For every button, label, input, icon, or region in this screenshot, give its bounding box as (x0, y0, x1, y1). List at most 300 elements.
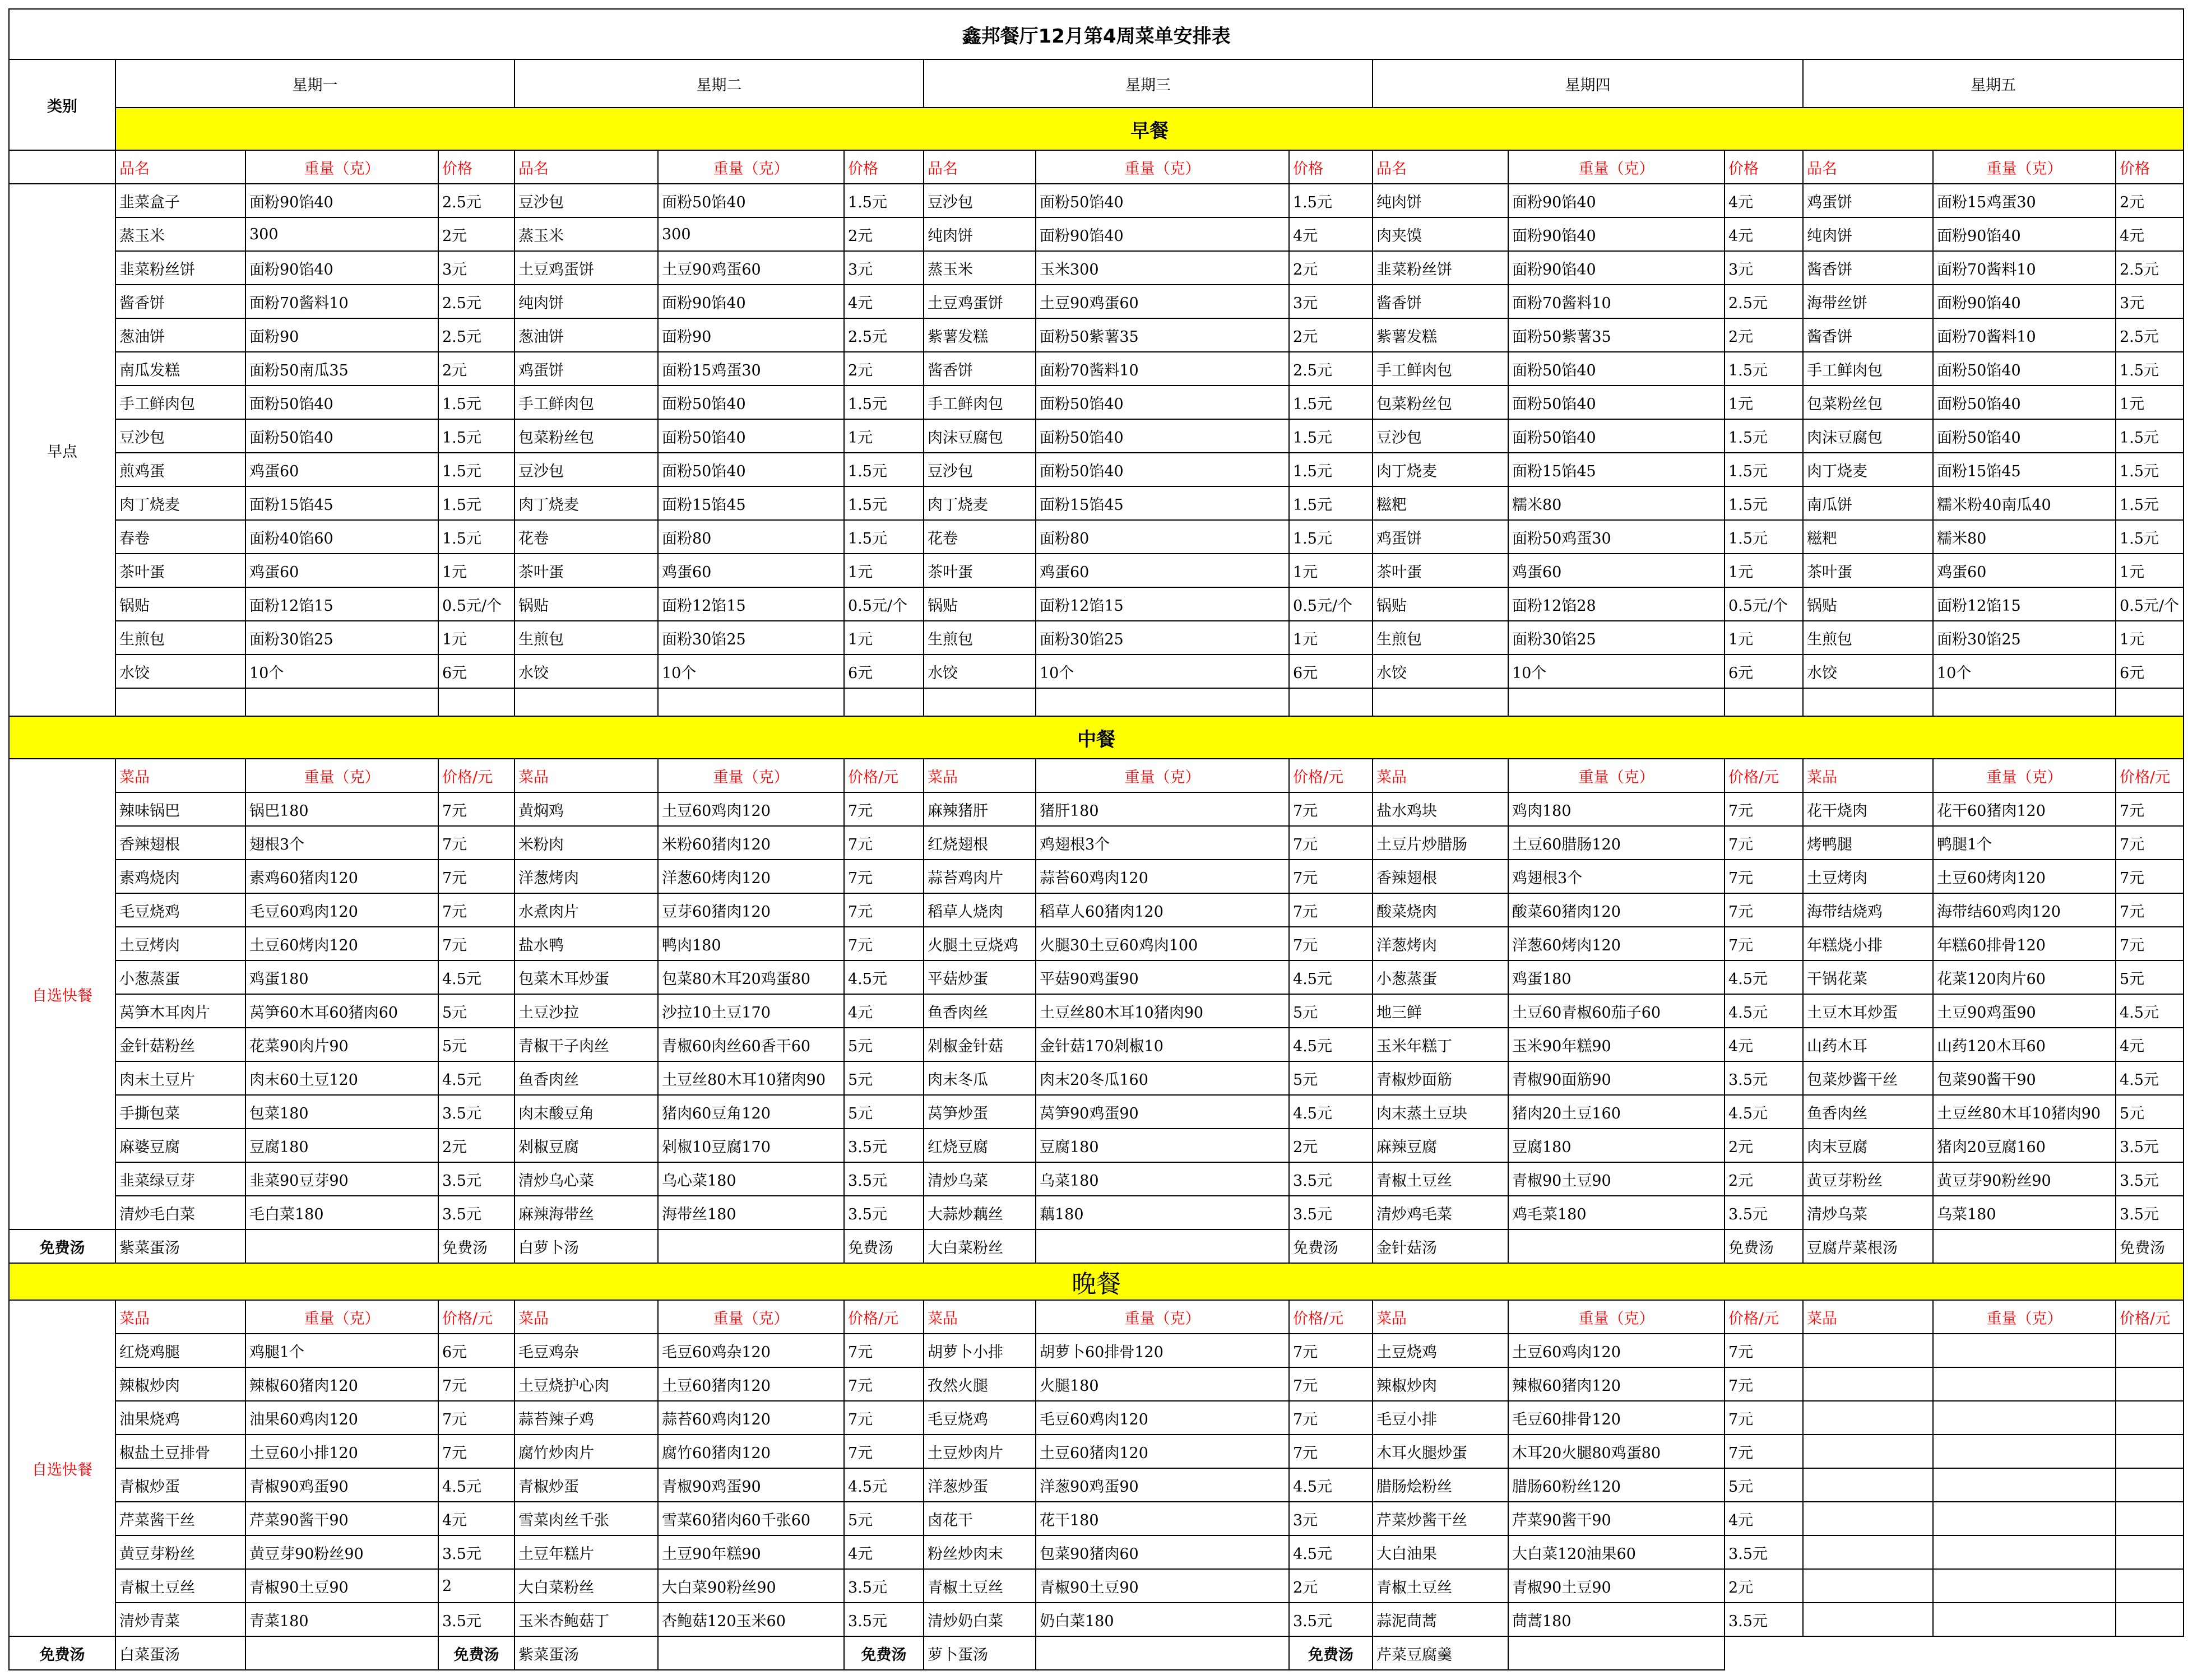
dish-name: 酱香饼 (924, 352, 1036, 386)
dish-name: 土豆年糕片 (514, 1535, 658, 1569)
dish-weight: 土豆60腊肠120 (1508, 826, 1725, 860)
dish-name: 土豆烧鸡 (1373, 1334, 1508, 1367)
dish-name: 年糕烧小排 (1803, 927, 1933, 960)
soup-name: 萝卜蛋汤 (924, 1636, 1036, 1670)
dish-price: 7元 (1289, 893, 1373, 927)
dish-weight: 面粉12馅15 (1933, 587, 2116, 621)
dish-price: 4.5元 (1289, 960, 1373, 994)
dish-weight: 胡萝卜60排骨120 (1036, 1334, 1289, 1367)
dish-weight: 花菜90肉片90 (245, 1028, 438, 1061)
dish-weight: 面粉50馅40 (1036, 419, 1289, 453)
dish-price: 7元 (844, 893, 924, 927)
dish-weight: 锅巴180 (245, 792, 438, 826)
dish-weight: 土豆60鸡肉120 (1508, 1334, 1725, 1367)
free-soup-label: 免费汤 (844, 1636, 924, 1670)
dish-name: 盐水鸡块 (1373, 792, 1508, 826)
dish-price: 1元 (1725, 554, 1803, 587)
dish-name: 紫薯发糕 (924, 318, 1036, 352)
dish-price: 1.5元 (844, 386, 924, 419)
dish-price: 7元 (1289, 826, 1373, 860)
dish-price: 3元 (438, 251, 514, 285)
dish-name: 豆沙包 (924, 453, 1036, 486)
dish-name: 肉沫豆腐包 (1803, 419, 1933, 453)
dish-name: 茶叶蛋 (514, 554, 658, 587)
menu-row (9, 1603, 2184, 1636)
menu-row (9, 1569, 2184, 1603)
title-row (9, 9, 2184, 59)
dish-price: 0.5元/个 (2116, 587, 2184, 621)
dish-price: 4.5元 (1289, 1095, 1373, 1129)
dish-price: 1元 (844, 554, 924, 587)
free-soup-label: 免费汤 (438, 1636, 514, 1670)
dish-weight: 火腿180 (1036, 1367, 1289, 1401)
dish-name: 卤花干 (924, 1502, 1036, 1535)
dish-name: 水饺 (1373, 655, 1508, 688)
dish-price: 6元 (1725, 655, 1803, 688)
dish-weight (1933, 1367, 2116, 1401)
dish-weight: 韭菜90豆芽90 (245, 1162, 438, 1196)
dish-weight: 面粉50馅40 (1036, 386, 1289, 419)
menu-row (9, 486, 2184, 520)
name-col-header: 菜品 (115, 759, 245, 792)
dish-weight: 土豆60烤肉120 (245, 927, 438, 960)
dish-price: 7元 (2116, 893, 2184, 927)
dish-price: 4元 (1725, 1028, 1803, 1061)
dish-name: 包菜粉丝包 (1803, 386, 1933, 419)
dish-weight: 豆腐180 (1508, 1129, 1725, 1162)
dish-weight: 洋葱60烤肉120 (1508, 927, 1725, 960)
dish-price: 3.5元 (1725, 1196, 1803, 1229)
dish-price: 3.5元 (844, 1196, 924, 1229)
dish-weight: 土豆60猪肉120 (1036, 1435, 1289, 1468)
dish-price: 4元 (844, 1535, 924, 1569)
dish-weight: 鸡腿1个 (245, 1334, 438, 1367)
dish-name: 水饺 (115, 655, 245, 688)
dish-price: 4元 (438, 1502, 514, 1535)
dish-price: 1.5元 (1725, 520, 1803, 554)
dish-weight: 翅根3个 (245, 826, 438, 860)
dish-name: 韭菜粉丝饼 (115, 251, 245, 285)
dish-name: 海带丝饼 (1803, 285, 1933, 318)
dish-price: 7元 (438, 792, 514, 826)
menu-row (9, 285, 2184, 318)
dish-price: 7元 (2116, 792, 2184, 826)
dish-name: 生煎包 (115, 621, 245, 655)
dish-weight: 面粉15鸡蛋30 (1933, 184, 2116, 217)
empty-cell (1508, 1229, 1725, 1263)
dish-name: 肉丁烧麦 (115, 486, 245, 520)
dish-name: 豆沙包 (115, 419, 245, 453)
dish-weight: 面粉80 (658, 520, 844, 554)
dish-weight (1933, 1435, 2116, 1468)
dish-price: 1元 (2116, 386, 2184, 419)
menu-row (9, 352, 2184, 386)
dish-weight (1933, 1535, 2116, 1569)
dish-name: 锅贴 (924, 587, 1036, 621)
dish-weight: 面粉50馅40 (1933, 352, 2116, 386)
day-header-thu: 星期四 (1373, 59, 1803, 108)
dish-name: 生煎包 (924, 621, 1036, 655)
breakfast-spacer-row (9, 688, 2184, 716)
dish-name: 糍粑 (1373, 486, 1508, 520)
dish-price: 3.5元 (438, 1162, 514, 1196)
price-col-header: 价格/元 (2116, 1300, 2184, 1334)
dish-price: 7元 (1725, 927, 1803, 960)
dish-weight: 面粉30馅25 (1508, 621, 1725, 655)
dish-price: 1元 (1289, 621, 1373, 655)
dish-weight: 海带结60鸡肉120 (1933, 893, 2116, 927)
dish-weight: 土豆90鸡蛋90 (1933, 994, 2116, 1028)
dish-name (1803, 1435, 1933, 1468)
dish-price (2116, 1401, 2184, 1435)
dish-price: 7元 (844, 927, 924, 960)
name-col-header: 品名 (1373, 150, 1508, 184)
dish-weight: 面粉50南瓜35 (245, 352, 438, 386)
weight-col-header: 重量（克） (658, 150, 844, 184)
dish-weight: 面粉15馅45 (1933, 453, 2116, 486)
menu-row (9, 826, 2184, 860)
dish-weight: 鸡毛菜180 (1508, 1196, 1725, 1229)
dish-weight: 包菜180 (245, 1095, 438, 1129)
dish-name: 大白油果 (1373, 1535, 1508, 1569)
dish-price: 1.5元 (438, 386, 514, 419)
dish-price: 6元 (438, 655, 514, 688)
dish-name: 花卷 (924, 520, 1036, 554)
dish-weight: 面粉40馅60 (245, 520, 438, 554)
breakfast-band (9, 108, 2184, 150)
dinner-band-label: 晚餐 (9, 1263, 2184, 1300)
dish-price: 5元 (1289, 994, 1373, 1028)
dish-price: 1元 (438, 554, 514, 587)
dish-weight: 面粉12馅28 (1508, 587, 1725, 621)
empty-cell (245, 1229, 438, 1263)
dish-name: 素鸡烧肉 (115, 860, 245, 893)
menu-row (9, 927, 2184, 960)
weight-col-header: 重量（克） (658, 759, 844, 792)
dish-name: 青椒干子肉丝 (514, 1028, 658, 1061)
dish-name: 剁椒金针菇 (924, 1028, 1036, 1061)
dish-name: 茶叶蛋 (1803, 554, 1933, 587)
dish-price: 4.5元 (1725, 1095, 1803, 1129)
dish-weight: 土豆60鸡肉120 (658, 792, 844, 826)
dish-price: 5元 (438, 994, 514, 1028)
dish-weight: 鸡蛋60 (1036, 554, 1289, 587)
dish-weight: 面粉12馅15 (245, 587, 438, 621)
price-col-header: 价格/元 (844, 759, 924, 792)
weight-col-header: 重量（克） (1036, 759, 1289, 792)
empty-cell (658, 1229, 844, 1263)
dish-weight: 土豆丝80木耳10猪肉90 (658, 1061, 844, 1095)
dish-price: 7元 (1289, 860, 1373, 893)
dish-price: 7元 (438, 826, 514, 860)
menu-row (9, 621, 2184, 655)
dish-price: 7元 (438, 860, 514, 893)
dish-name: 黄焖鸡 (514, 792, 658, 826)
free-soup-label: 免费汤 (1725, 1229, 1803, 1263)
dish-weight: 面粉30馅25 (658, 621, 844, 655)
dish-price: 4.5元 (1725, 994, 1803, 1028)
dish-price: 7元 (1289, 792, 1373, 826)
dish-price: 1元 (844, 419, 924, 453)
dish-name: 青椒炒面筋 (1373, 1061, 1508, 1095)
dish-weight: 面粉90馅40 (1508, 251, 1725, 285)
dish-price: 7元 (844, 860, 924, 893)
dish-price: 1元 (1725, 386, 1803, 419)
menu-row (9, 860, 2184, 893)
dish-price: 1元 (1725, 621, 1803, 655)
dish-price: 3.5元 (1725, 1061, 1803, 1095)
dish-weight: 面粉30馅25 (245, 621, 438, 655)
dish-name: 韭菜粉丝饼 (1373, 251, 1508, 285)
dish-weight: 土豆60小排120 (245, 1435, 438, 1468)
dish-weight: 土豆60青椒60茄子60 (1508, 994, 1725, 1028)
dish-price: 5元 (844, 1095, 924, 1129)
dinner-band (9, 1263, 2184, 1300)
dish-price: 1.5元 (1725, 352, 1803, 386)
dish-weight: 糯米粉40南瓜40 (1933, 486, 2116, 520)
dish-name: 土豆鸡蛋饼 (924, 285, 1036, 318)
dish-weight: 蒜苔60鸡肉120 (658, 1401, 844, 1435)
dish-price: 2元 (844, 217, 924, 251)
dish-weight: 土豆90鸡蛋60 (1036, 285, 1289, 318)
name-col-header: 菜品 (1373, 1300, 1508, 1334)
dish-weight: 芹菜90酱干90 (1508, 1502, 1725, 1535)
dish-weight: 糯米80 (1933, 520, 2116, 554)
dish-weight: 面粉50馅40 (1933, 386, 2116, 419)
dish-name: 金针菇粉丝 (115, 1028, 245, 1061)
dish-price: 5元 (438, 1028, 514, 1061)
dish-price: 1元 (844, 621, 924, 655)
menu-row (9, 554, 2184, 587)
dish-weight: 洋葱90鸡蛋90 (1036, 1468, 1289, 1502)
dish-price: 7元 (438, 1367, 514, 1401)
dish-price: 2.5元 (438, 318, 514, 352)
dish-name (1803, 1603, 1933, 1636)
dish-price: 7元 (1725, 1435, 1803, 1468)
menu-row (9, 792, 2184, 826)
dish-name: 茶叶蛋 (1373, 554, 1508, 587)
dish-name: 大白菜粉丝 (514, 1569, 658, 1603)
dish-weight: 辣椒60猪肉120 (1508, 1367, 1725, 1401)
soup-name: 豆腐芹菜根汤 (1803, 1229, 1933, 1263)
dish-price: 2元 (1289, 1129, 1373, 1162)
name-col-header: 品名 (514, 150, 658, 184)
menu-row (9, 1401, 2184, 1435)
dish-price: 7元 (438, 893, 514, 927)
dish-price: 1.5元 (844, 486, 924, 520)
dish-price: 4元 (1725, 217, 1803, 251)
menu-row (9, 1095, 2184, 1129)
dish-weight: 猪肉20豆腐160 (1933, 1129, 2116, 1162)
dish-price: 3.5元 (438, 1196, 514, 1229)
dish-name: 红烧鸡腿 (115, 1334, 245, 1367)
dish-weight: 面粉50馅40 (1933, 419, 2116, 453)
dish-price: 7元 (2116, 927, 2184, 960)
breakfast-band-label: 早餐 (115, 108, 2184, 150)
dish-name: 毛豆烧鸡 (115, 893, 245, 927)
dish-weight: 面粉50馅40 (658, 386, 844, 419)
price-col-header: 价格/元 (1725, 759, 1803, 792)
dish-price: 7元 (844, 1435, 924, 1468)
dish-price: 1元 (2116, 554, 2184, 587)
dish-name: 青椒土豆丝 (115, 1569, 245, 1603)
dish-price: 7元 (844, 1334, 924, 1367)
dish-weight: 面粉15鸡蛋30 (658, 352, 844, 386)
weight-col-header: 重量（克） (1508, 150, 1725, 184)
dish-name: 芹菜酱干丝 (115, 1502, 245, 1535)
dish-weight: 青椒90土豆90 (1508, 1162, 1725, 1196)
dish-price: 7元 (844, 1367, 924, 1401)
dish-weight: 面粉50馅40 (1508, 352, 1725, 386)
dish-weight: 青菜180 (245, 1603, 438, 1636)
dish-weight: 毛豆60排骨120 (1508, 1401, 1725, 1435)
dish-weight: 面粉50馅40 (1036, 184, 1289, 217)
page-title: 鑫邦餐厅12月第4周菜单安排表 (9, 9, 2184, 59)
dish-weight: 10个 (1933, 655, 2116, 688)
dish-weight: 面粉90馅40 (658, 285, 844, 318)
dish-weight: 腐竹60猪肉120 (658, 1435, 844, 1468)
dish-price: 3.5元 (1289, 1603, 1373, 1636)
lunch-soup-row (9, 1229, 2184, 1263)
dish-weight (1933, 1334, 2116, 1367)
dish-price: 4.5元 (1289, 1468, 1373, 1502)
dish-price: 2元 (1289, 251, 1373, 285)
dish-name: 南瓜发糕 (115, 352, 245, 386)
dish-weight: 毛豆60鸡肉120 (245, 893, 438, 927)
dish-price: 5元 (844, 1502, 924, 1535)
dish-price: 3.5元 (2116, 1129, 2184, 1162)
breakfast-header-blank (9, 150, 115, 184)
dish-price: 1元 (1289, 554, 1373, 587)
dish-weight: 300 (658, 217, 844, 251)
price-col-header: 价格 (1725, 150, 1803, 184)
dish-name: 韭菜绿豆芽 (115, 1162, 245, 1196)
dish-weight: 青椒60肉丝60香干60 (658, 1028, 844, 1061)
dish-price: 3元 (1725, 251, 1803, 285)
price-col-header: 价格/元 (438, 759, 514, 792)
dish-price: 7元 (1289, 927, 1373, 960)
dish-name: 盐水鸭 (514, 927, 658, 960)
soup-name: 芹菜豆腐羹 (1373, 1636, 1508, 1670)
dish-weight (1933, 1502, 2116, 1535)
dish-weight: 鸭腿1个 (1933, 826, 2116, 860)
dish-price: 1.5元 (1725, 453, 1803, 486)
price-col-header: 价格 (1289, 150, 1373, 184)
dish-weight: 面粉50馅40 (658, 184, 844, 217)
dish-price: 2元 (1725, 1162, 1803, 1196)
dish-price (2116, 1535, 2184, 1569)
dish-weight: 10个 (1508, 655, 1725, 688)
dish-price: 2.5元 (438, 285, 514, 318)
dish-weight: 土豆丝80木耳10猪肉90 (1036, 994, 1289, 1028)
dish-price: 7元 (2116, 826, 2184, 860)
dish-name: 葱油饼 (115, 318, 245, 352)
dish-price: 4元 (844, 994, 924, 1028)
dish-weight: 洋葱60烤肉120 (658, 860, 844, 893)
dish-name: 洋葱烤肉 (514, 860, 658, 893)
dish-price: 1.5元 (1289, 386, 1373, 419)
dish-weight: 毛豆60鸡杂120 (658, 1334, 844, 1367)
empty-cell (924, 688, 1036, 716)
dish-weight: 鸡蛋60 (245, 453, 438, 486)
dish-weight: 鸭肉180 (658, 927, 844, 960)
dish-name: 手工鲜肉包 (1803, 352, 1933, 386)
dish-weight: 玉米300 (1036, 251, 1289, 285)
dish-price: 2元 (1725, 1569, 1803, 1603)
price-col-header: 价格/元 (438, 1300, 514, 1334)
dish-name: 平菇炒蛋 (924, 960, 1036, 994)
dish-name: 青椒土豆丝 (924, 1569, 1036, 1603)
empty-cell (844, 688, 924, 716)
menu-row (9, 1061, 2184, 1095)
weight-col-header: 重量（克） (1933, 759, 2116, 792)
dish-weight: 面粉90馅40 (1933, 285, 2116, 318)
menu-row (9, 1129, 2184, 1162)
dish-weight: 油果60鸡肉120 (245, 1401, 438, 1435)
dish-name: 包菜炒酱干丝 (1803, 1061, 1933, 1095)
menu-row (9, 1334, 2184, 1367)
free-soup-label: 免费汤 (9, 1636, 115, 1670)
dish-price: 3元 (1289, 285, 1373, 318)
dish-name (1803, 1367, 1933, 1401)
dinner-column-header-row (9, 1300, 2184, 1334)
dish-weight: 豆腐180 (245, 1129, 438, 1162)
dish-price: 7元 (1725, 1334, 1803, 1367)
dish-price: 1.5元 (1289, 453, 1373, 486)
dish-weight (1933, 1401, 2116, 1435)
menu-row (9, 1196, 2184, 1229)
dish-price (2116, 1468, 2184, 1502)
dish-weight: 辣椒60猪肉120 (245, 1367, 438, 1401)
dish-price: 4元 (1289, 217, 1373, 251)
dish-name: 香辣翅根 (1373, 860, 1508, 893)
dish-price: 0.5元/个 (1725, 587, 1803, 621)
dish-price: 1.5元 (2116, 486, 2184, 520)
dish-price: 7元 (844, 826, 924, 860)
dish-weight: 乌菜180 (1933, 1196, 2116, 1229)
dish-price: 1.5元 (1289, 486, 1373, 520)
dish-weight: 莴笋90鸡蛋90 (1036, 1095, 1289, 1129)
dish-name: 鱼香肉丝 (514, 1061, 658, 1095)
dish-weight: 土豆90年糕90 (658, 1535, 844, 1569)
dish-name: 莴笋木耳肉片 (115, 994, 245, 1028)
menu-row (9, 520, 2184, 554)
menu-row (9, 419, 2184, 453)
dish-name: 蒜泥茼蒿 (1373, 1603, 1508, 1636)
dish-name: 黄豆芽粉丝 (115, 1535, 245, 1569)
dish-weight: 奶白菜180 (1036, 1603, 1289, 1636)
dish-name: 洋葱炒蛋 (924, 1468, 1036, 1502)
dish-name: 辣椒炒肉 (1373, 1367, 1508, 1401)
dish-price: 3.5元 (844, 1569, 924, 1603)
dish-name: 玉米年糕丁 (1373, 1028, 1508, 1061)
dish-weight: 面粉80 (1036, 520, 1289, 554)
dish-name: 火腿土豆烧鸡 (924, 927, 1036, 960)
dish-name: 清炒乌菜 (1803, 1196, 1933, 1229)
dish-weight: 土豆90鸡蛋60 (658, 251, 844, 285)
empty-cell (1933, 1229, 2116, 1263)
dish-price: 4元 (2116, 1028, 2184, 1061)
dish-name: 雪菜肉丝千张 (514, 1502, 658, 1535)
dish-price: 7元 (1289, 1334, 1373, 1367)
dish-name: 麻辣海带丝 (514, 1196, 658, 1229)
dish-price: 3.5元 (1289, 1162, 1373, 1196)
dish-price: 7元 (844, 1401, 924, 1435)
dish-price: 5元 (1725, 1468, 1803, 1502)
dish-price: 6元 (2116, 655, 2184, 688)
dish-weight: 黄豆芽90粉丝90 (1933, 1162, 2116, 1196)
dish-name: 油果烧鸡 (115, 1401, 245, 1435)
